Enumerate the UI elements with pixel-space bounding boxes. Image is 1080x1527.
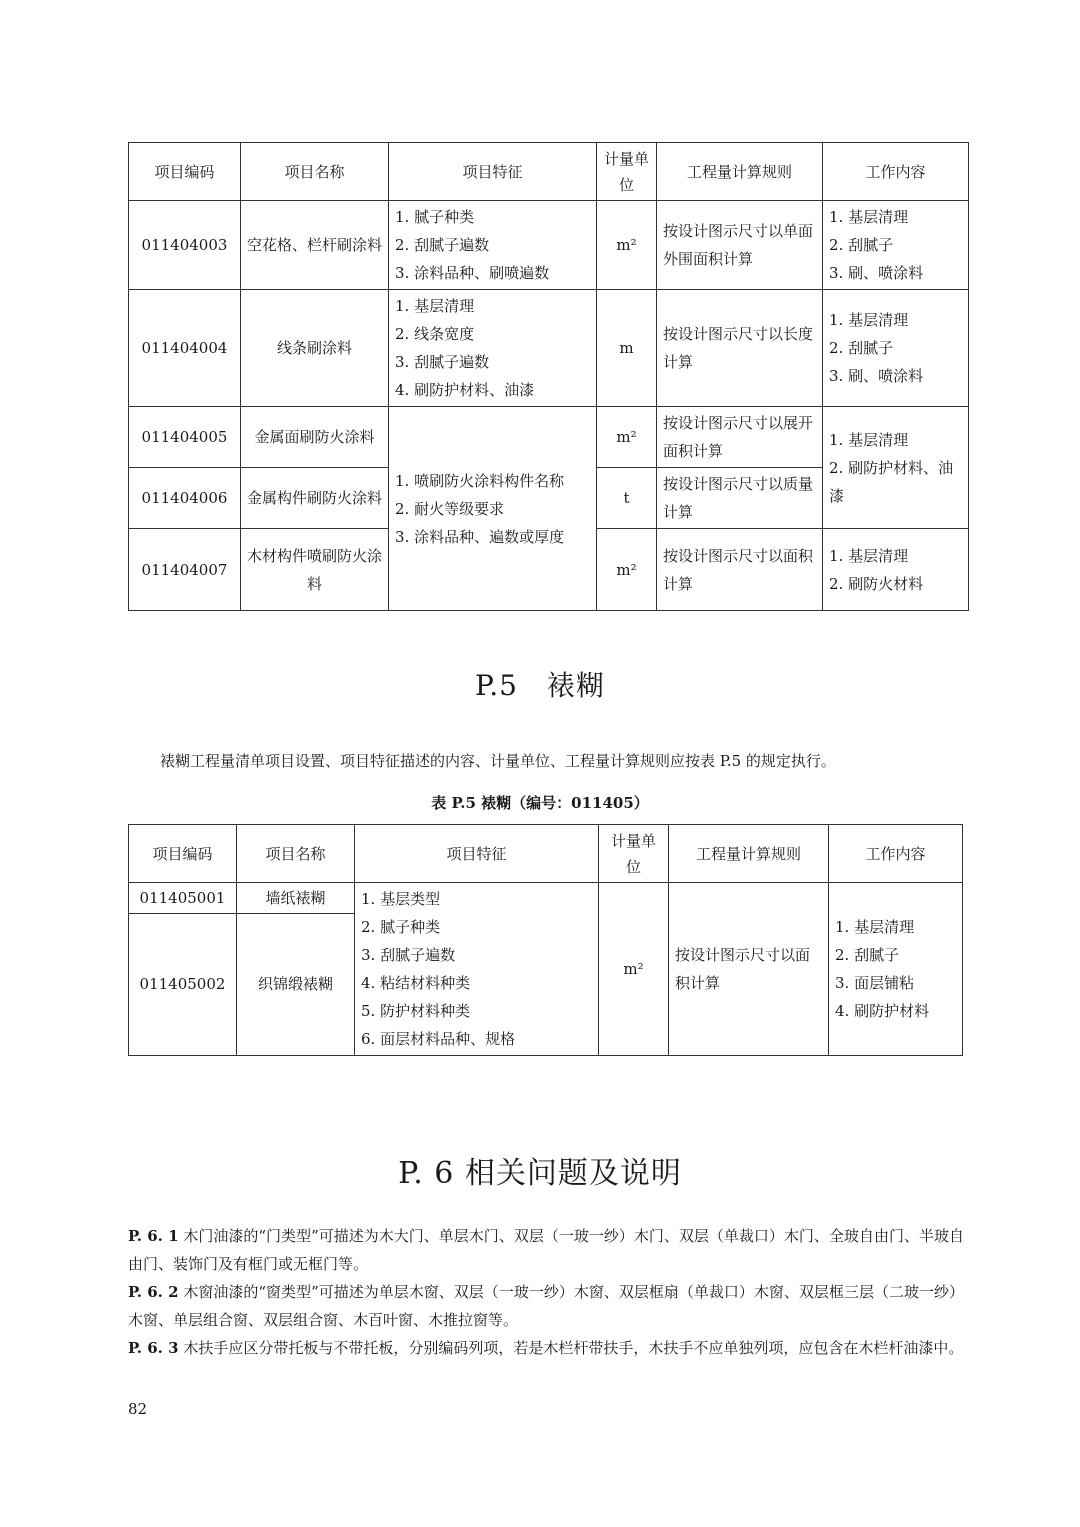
item-code: 011404007 bbox=[129, 529, 241, 611]
work-line: 1. 基层清理 bbox=[829, 208, 909, 226]
header-code: 项目编码 bbox=[129, 825, 237, 883]
header-unit: 计量单位 bbox=[599, 825, 669, 883]
work-line: 2. 刮腻子 bbox=[829, 236, 894, 254]
item-name: 金属构件刷防火涂料 bbox=[241, 468, 389, 529]
feature-line: 4. 粘结材料种类 bbox=[361, 974, 471, 992]
table-row bbox=[129, 407, 969, 468]
work-line: 3. 刷、喷涂料 bbox=[829, 367, 924, 385]
item-work bbox=[823, 201, 969, 290]
feature-line: 3. 刮腻子遍数 bbox=[361, 946, 456, 964]
item-code: 011404005 bbox=[129, 407, 241, 468]
header-unit: 计量单位 bbox=[597, 143, 657, 201]
item-name: 空花格、栏杆刷涂料 bbox=[241, 201, 389, 290]
item-work bbox=[823, 529, 969, 611]
feature-line: 1. 基层类型 bbox=[361, 890, 441, 908]
note-text: 木扶手应区分带托板与不带托板，分别编码列项，若是木栏杆带扶手，木扶手不应单独列项，应包含在木栏杆油漆中。 bbox=[178, 1339, 964, 1357]
header-rule: 工程量计算规则 bbox=[657, 143, 823, 201]
header-name: 项目名称 bbox=[237, 825, 355, 883]
item-code: 011405001 bbox=[129, 883, 237, 914]
table-row bbox=[129, 290, 969, 407]
section-title-p6: P. 6 相关问题及说明 bbox=[398, 1156, 682, 1191]
table-caption: 表 P.5 裱糊（编号：011405） bbox=[431, 794, 649, 812]
feature-line: 3. 刮腻子遍数 bbox=[395, 353, 490, 371]
item-name: 金属面刷防火涂料 bbox=[241, 407, 389, 468]
feature-line: 3. 涂料品种、刷喷遍数 bbox=[395, 264, 550, 282]
work-line: 2. 刷防护材料、油漆 bbox=[829, 458, 954, 505]
item-work bbox=[823, 290, 969, 407]
item-rule: 按设计图示尺寸以面积计算 bbox=[669, 883, 829, 1056]
feature-line: 1. 喷刷防火涂料构件名称 bbox=[395, 471, 565, 490]
feature-line: 6. 面层材料品种、规格 bbox=[361, 1030, 516, 1048]
header-features: 项目特征 bbox=[355, 825, 599, 883]
table-p4-continued bbox=[128, 142, 969, 611]
note-text: 木窗油漆的“窗类型”可描述为单层木窗、双层（一玻一纱）木窗、双层框扇（单裁口）木窗、双层框三层（二玻一纱）木窗、单层组合窗、双层组合窗、木百叶窗、木推拉窗等。 bbox=[128, 1283, 964, 1329]
item-features bbox=[389, 201, 597, 290]
table-p5 bbox=[128, 824, 963, 1056]
item-rule: 按设计图示尺寸以单面外围面积计算 bbox=[657, 201, 823, 290]
item-unit: m² bbox=[597, 407, 657, 468]
section-intro: 裱糊工程量清单项目设置、项目特征描述的内容、计量单位、工程量计算规则应按表 P.5 的规定执行。 bbox=[160, 752, 836, 770]
item-code: 011404006 bbox=[129, 468, 241, 529]
feature-line: 5. 防护材料种类 bbox=[361, 1002, 471, 1020]
item-unit: m² bbox=[599, 883, 669, 1056]
item-name: 织锦缎裱糊 bbox=[237, 913, 355, 1055]
table-header-row bbox=[129, 825, 963, 883]
note-label: P. 6. 2 bbox=[128, 1283, 179, 1301]
header-work: 工作内容 bbox=[829, 825, 963, 883]
table-row bbox=[129, 201, 969, 290]
feature-line: 4. 刷防护材料、油漆 bbox=[395, 381, 535, 399]
item-unit: m bbox=[597, 290, 657, 407]
work-line: 1. 基层清理 bbox=[829, 311, 909, 329]
header-code: 项目编码 bbox=[129, 143, 241, 201]
item-code: 011404004 bbox=[129, 290, 241, 407]
item-unit: t bbox=[597, 468, 657, 529]
feature-line: 1. 基层清理 bbox=[395, 297, 475, 315]
work-line: 2. 刷防火材料 bbox=[829, 574, 924, 593]
header-rule: 工程量计算规则 bbox=[669, 825, 829, 883]
feature-line: 3. 涂料品种、遍数或厚度 bbox=[395, 527, 565, 546]
feature-line: 2. 腻子种类 bbox=[361, 918, 441, 936]
table-row bbox=[129, 883, 963, 914]
work-line: 2. 刮腻子 bbox=[835, 946, 900, 964]
item-name: 木材构件喷刷防火涂料 bbox=[241, 529, 389, 611]
work-line: 1. 基层清理 bbox=[829, 546, 909, 565]
note-label: P. 6. 1 bbox=[128, 1227, 179, 1245]
item-features bbox=[355, 883, 599, 1056]
item-unit: m² bbox=[597, 201, 657, 290]
item-features bbox=[389, 290, 597, 407]
note-label: P. 6. 3 bbox=[128, 1339, 179, 1357]
note-text: 木门油漆的“门类型”可描述为木大门、单层木门、双层（一玻一纱）木门、双层（单裁口）木门、全玻自由门、半玻自由门、装饰门及有框门或无框门等。 bbox=[128, 1227, 964, 1273]
header-features: 项目特征 bbox=[389, 143, 597, 201]
notes-list bbox=[128, 1222, 964, 1362]
work-line: 2. 刮腻子 bbox=[829, 339, 894, 357]
header-name: 项目名称 bbox=[241, 143, 389, 201]
item-work bbox=[829, 883, 963, 1056]
item-unit: m² bbox=[597, 529, 657, 611]
note-item bbox=[128, 1222, 964, 1278]
item-code: 011404003 bbox=[129, 201, 241, 290]
item-rule: 按设计图示尺寸以质量计算 bbox=[657, 468, 823, 529]
work-line: 1. 基层清理 bbox=[835, 918, 915, 936]
feature-line: 2. 耐火等级要求 bbox=[395, 499, 505, 518]
note-item bbox=[128, 1278, 964, 1334]
item-name: 线条刷涂料 bbox=[241, 290, 389, 407]
work-line: 4. 刷防护材料 bbox=[835, 1002, 930, 1020]
table-header-row bbox=[129, 143, 969, 201]
item-code: 011405002 bbox=[129, 913, 237, 1055]
section-title-p5: P.5 裱糊 bbox=[475, 669, 605, 702]
work-line: 3. 面层铺粘 bbox=[835, 974, 915, 992]
note-item bbox=[128, 1334, 964, 1362]
feature-line: 2. 线条宽度 bbox=[395, 325, 475, 343]
header-work: 工作内容 bbox=[823, 143, 969, 201]
shared-fire-features bbox=[389, 407, 597, 611]
page-number: 82 bbox=[128, 1400, 148, 1418]
item-name: 墙纸裱糊 bbox=[237, 883, 355, 914]
item-rule: 按设计图示尺寸以展开面积计算 bbox=[657, 407, 823, 468]
item-rule: 按设计图示尺寸以长度计算 bbox=[657, 290, 823, 407]
item-rule: 按设计图示尺寸以面积计算 bbox=[657, 529, 823, 611]
shared-metal-work bbox=[823, 407, 969, 529]
work-line: 3. 刷、喷涂料 bbox=[829, 264, 924, 282]
work-line: 1. 基层清理 bbox=[829, 430, 909, 449]
feature-line: 2. 刮腻子遍数 bbox=[395, 236, 490, 254]
feature-line: 1. 腻子种类 bbox=[395, 208, 475, 226]
